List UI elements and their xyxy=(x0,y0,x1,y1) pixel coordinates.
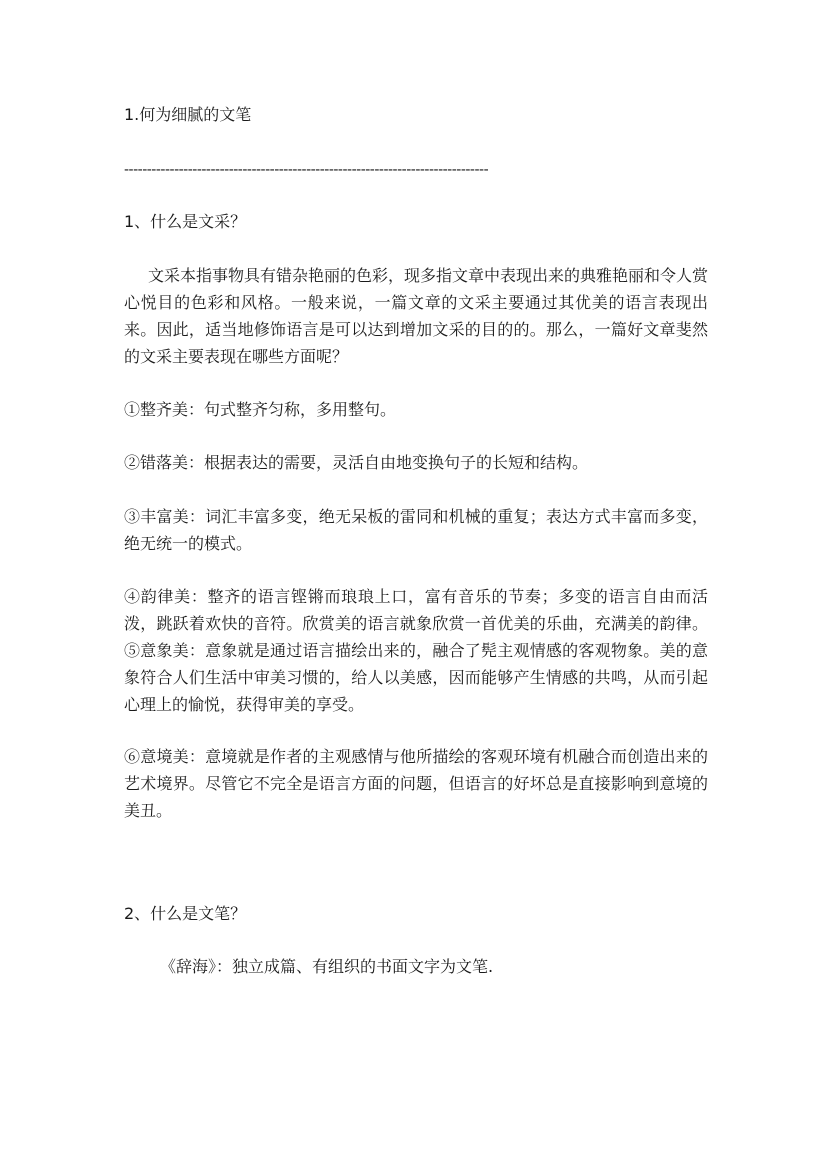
list-item-richness: ③丰富美：词汇丰富多变，绝无呆板的雷同和机械的重复；表达方式丰富而多变，绝无统一的模式。 xyxy=(124,507,708,553)
section-heading-2: 2、什么是文笔？ xyxy=(124,904,247,923)
divider-line: -------------------------------------------------------------------------------- xyxy=(124,162,489,178)
definition-paragraph: 《辞海》：独立成篇、有组织的书面文字为文笔. xyxy=(160,957,494,976)
list-item-rhythm-imagery: ④韵律美：整齐的语言铿锵而琅琅上口，富有音乐的节奏；多变的语言自由而活泼，跳跃着欢快的音符。欣赏美的语言就象欣赏一首优美的乐曲，充满美的韵律。⑤意象美：意象就是通过语言描绘出来的，融合了髡主观情感的客观物象。美的意象符合人们生活中审美习惯的，给人以美感，因而能够产生情感的共鸣，从而引起心理上的愉悦，获得审美的享受。 xyxy=(124,587,708,714)
intro-paragraph: 文采本指事物具有错杂艳丽的色彩，现多指文章中表现出来的典雅艳丽和令人赏心悦目的色彩和风格。一般来说，一篇文章的文采主要通过其优美的语言表现出来。因此，适当地修饰语言是可以达到增加文采的目的的。那么，一篇好文章斐然的文采主要表现在哪些方面呢？ xyxy=(124,266,709,366)
document-title: 1.何为细腻的文笔 xyxy=(124,105,252,124)
list-item-artistic-conception: ⑥意境美：意境就是作者的主观感情与他所描绘的客观环境有机融合而创造出来的艺术境界。尽管它不完全是语言方面的问题，但语言的好坏总是直接影响到意境的美丑。 xyxy=(124,747,708,820)
list-item-variation: ②错落美：根据表达的需要，灵活自由地变换句子的长短和结构。 xyxy=(124,453,589,472)
section-heading-1: 1、什么是文采？ xyxy=(124,212,247,231)
list-item-neatness: ①整齐美：句式整齐匀称，多用整句。 xyxy=(124,400,397,419)
